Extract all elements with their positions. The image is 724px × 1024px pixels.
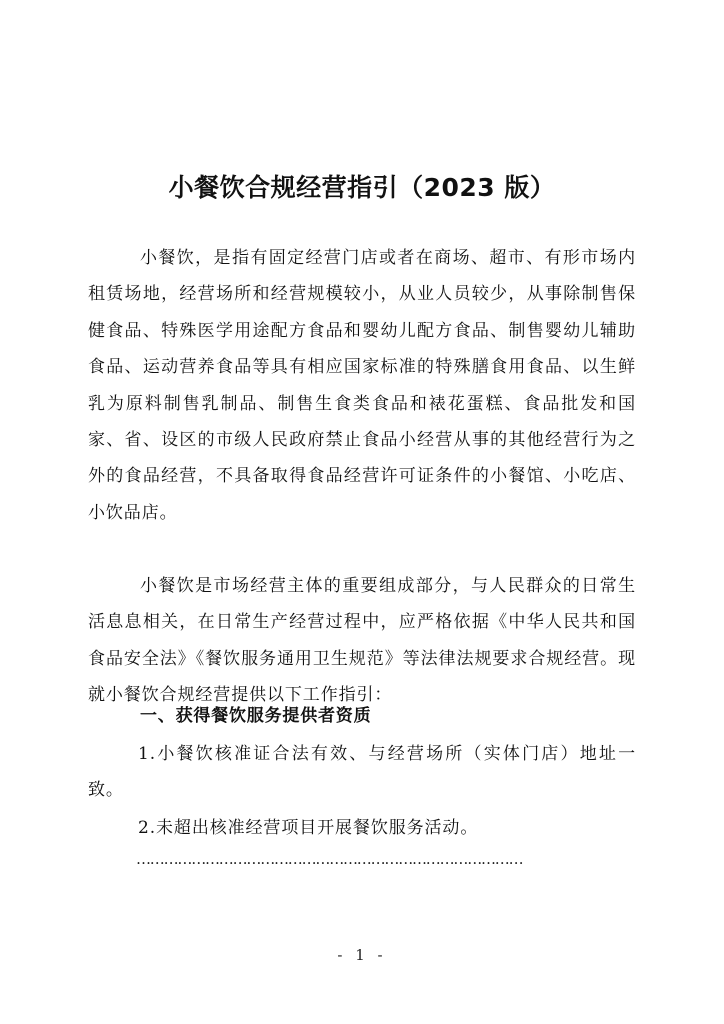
list-item: 1.小餐饮核准证合法有效、与经营场所（实体门店）地址一致。 (88, 744, 636, 801)
page-number: - 1 - (337, 946, 387, 964)
ellipsis-line: ………………………………………………………………………… (136, 850, 523, 868)
context-paragraph: 小餐饮是市场经营主体的重要组成部分，与人民群众的日常生活息息相关，在日常生产经营过程中，应严格依据《中华人民共和国食品安全法》《餐饮服务通用卫生规范》等法律法规要求合规经营。现就小餐饮合规经营提供以下工作指引： (88, 576, 636, 706)
document-title: 小餐饮合规经营指引（2023 版） (168, 173, 556, 202)
section-heading: 一、获得餐饮服务提供者资质 (140, 706, 372, 726)
list-item: 2.未超出核准经营项目开展餐饮服务活动。 (138, 818, 479, 838)
intro-paragraph: 小餐饮，是指有固定经营门店或者在商场、超市、有形市场内租赁场地，经营场所和经营规模较小，从业人员较少，从事除制售保健食品、特殊医学用途配方食品和婴幼儿配方食品、制售婴幼儿辅助食品、运动营养食品等具有相应国家标准的特殊膳食用食品、以生鲜乳为原料制售乳制品、制售生食类食品和裱花蛋糕、食品批发和国家、省、设区的市级人民政府禁止食品小经营从事的其他经营行为之外的食品经营，不具备取得食品经营许可证条件的小餐馆、小吃店、小饮品店。 (88, 248, 636, 523)
